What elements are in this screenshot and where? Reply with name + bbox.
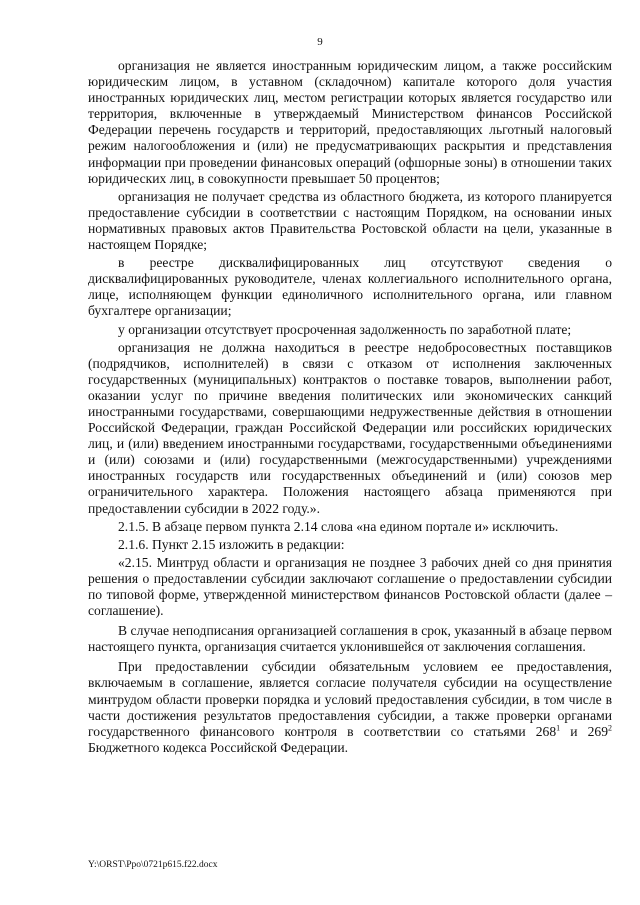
file-path-footer: Y:\ORST\Ppo\0721p615.f22.docx [88,860,218,870]
paragraph-text: При предоставлении субсидии обязательным условием ее предоставления, включаемым в соглашение, является согласие получателя субсидии на осуществление минтрудом области проверки порядка и условий предоставления субсидии, в том числе в части достижения результатов предоставления субсидии, а также проверки органами государственного финансового контроля в соответствии со статьями 268 [88,659,612,739]
document-body [88,58,612,756]
paragraph: «2.15. Минтруд области и организация не позднее 3 рабочих дней со дня принятия решения о предоставлении субсидии заключают соглашение о предоставлении субсидии по типовой форме, утвержденной министерством финансов Ростовской области (далее – соглашение). [88,554,612,619]
paragraph: организация не получает средства из областного бюджета, из которого планируется предоставление субсидии в соответствии с настоящим Порядком, на основании иных нормативных правовых актов Правительства Ростовской области на цели, указанные в настоящем Порядке; [88,188,612,253]
paragraph: 2.1.6. Пункт 2.15 изложить в редакции: [118,536,345,552]
superscript: 2 [608,723,613,733]
paragraph: организация не должна находиться в реестре недобросовестных поставщиков (подрядчиков, исполнителей) в связи с отказом от исполнения заключенных государственных (муниципальных) контрактов о поставке товаров, выполнении работ, оказании услуг по причине введения политических или экономических санкций иностранными государствами, совершающими недружественные действия в отношении Российской Федерации, граждан Российской Федерации или российских юридических лиц, и (или) введением иностранными государствами, государственными объединениями и (или) союзами и (или) государственными (межгосударственными) учреждениями иностранных государств или государственных объединений и (или) союзов мер ограничительного характера. Положения настоящего абзаца применяются при предоставлении субсидии в 2022 году.». [88,339,612,516]
paragraph-text: Бюджетного кодекса Российской Федерации. [88,739,349,755]
superscript: 1 [556,723,561,733]
paragraph: в реестре дисквалифицированных лиц отсутствуют сведения о дисквалифицированных руководителе, членах коллегиального исполнительного органа, лице, исполняющем функции единоличного исполнительного органа, или главном бухгалтере организации; [88,255,612,319]
page-number: 9 [317,36,323,48]
paragraph-last [88,659,612,756]
paragraph: 2.1.5. В абзаце первом пункта 2.14 слова «на едином портале и» исключить. [118,518,559,534]
paragraph-text: и 269 [560,723,609,739]
paragraph: организация не является иностранным юридическим лицом, а также российским юридическим лицом, в уставном (складочном) капитале которого доля участия иностранных юридических лиц, местом регистрации которых является государство или территория, включенные в утверждаемый Министерством финансов Российской Федерации перечень государств и территорий, предоставляющих льготный налоговый режим налогообложения и (или) не предусматривающих раскрытия и представления информации при проведении финансовых операций (офшорные зоны) в отношении таких юридических лиц, в совокупности превышает 50 процентов; [88,58,612,186]
paragraph: у организации отсутствует просроченная задолженность по заработной плате; [118,321,572,337]
paragraph: В случае неподписания организацией соглашения в срок, указанный в абзаце первом настоящего пункта, организация считается уклонившейся от заключения соглашения. [88,623,612,655]
